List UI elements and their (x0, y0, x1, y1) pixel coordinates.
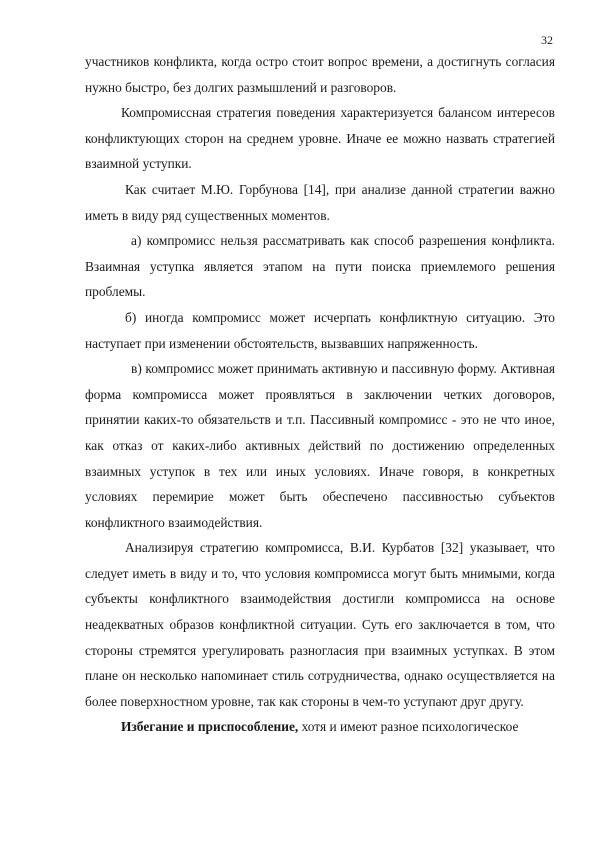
page-number: 32 (541, 33, 553, 47)
paragraph-avoidance-text: хотя и имеют разное психологическое (298, 719, 519, 735)
body-text (85, 49, 555, 740)
bold-term: Избегание и приспособление, (121, 719, 299, 735)
paragraph-point-a: а) компромисс нельзя рассматривать как способ разрешения конфликта. Взаимная уступка является этапом на пути поиска приемлемого решения проблемы. (85, 233, 555, 300)
paragraph-avoidance (85, 714, 555, 740)
paragraph-compromise-strategy: Компромиссная стратегия поведения характеризуется балансом интересов конфликтующих сторон на среднем уровне. Иначе ее можно назвать стратегией взаимной уступки. (85, 105, 555, 172)
paragraph-continuation: участников конфликта, когда остро стоит вопрос времени, а достигнуть согласия нужно быстро, без долгих размышлений и разговоров. (85, 54, 555, 95)
paragraph-kurbatov: Анализируя стратегию компромисса, В.И. Курбатов [32] указывает, что следует иметь в виду и то, что условия компромисса могут быть мнимыми, когда субъекты конфликтного взаимодействия достигли компромисса на основе неадекватных образов конфликтной ситуации. Суть его заключается в том, что стороны стремятся урегулировать разногласия при взаимных уступках. В этом плане он несколько напоминает стиль сотрудничества, однако осуществляется на более поверхностном уровне, так как стороны в чем-то уступают друг другу. (85, 540, 555, 709)
paragraph-point-v: в) компромисс может принимать активную и пассивную форму. Активная форма компромисса может проявляться в заключении четких договоров, принятии каких-то обязательств и т.п. Пассивный компромисс - это не что иное, как отказ от каких-либо активных действий по достижению определенных взаимных уступок в тех или иных условиях. Иначе говоря, в конкретных условиях перемирие может быть обеспечено пассивностью субъектов конфликтного взаимодействия. (85, 361, 555, 530)
paragraph-gorbunova: Как считает М.Ю. Горбунова [14], при анализе данной стратегии важно иметь в виду ряд существенных моментов. (85, 181, 555, 223)
paragraph-point-b: б) иногда компромисс может исчерпать конфликтную ситуацию. Это наступает при изменении обстоятельств, вызвавших напряженность. (85, 309, 555, 351)
